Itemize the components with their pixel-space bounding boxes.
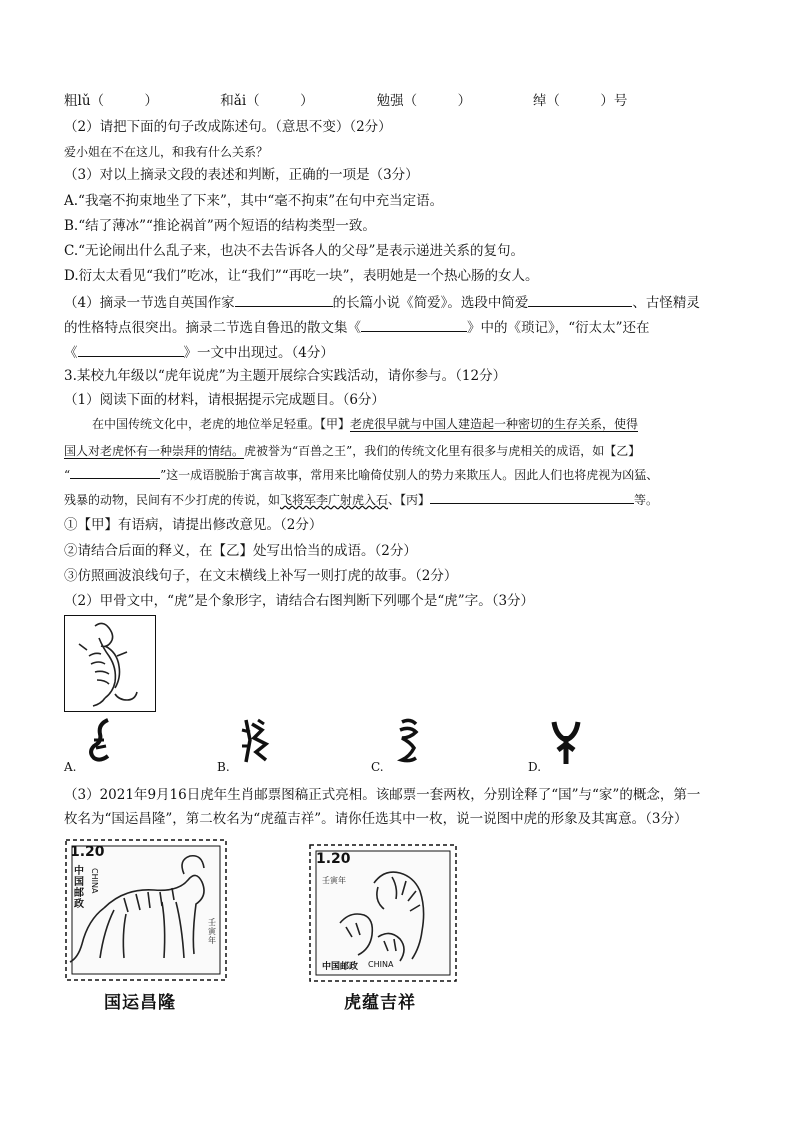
answer-blank[interactable] xyxy=(430,489,634,504)
passage-underlined: 国人对老虎怀有一种崇拜的情结。 xyxy=(64,444,245,458)
passage-text: 虎被誉为“百兽之王”，我们的传统文化里有很多与虎相关的成语，如【乙】 xyxy=(244,444,641,458)
tiger-drawing xyxy=(65,616,155,711)
answer-blank[interactable] xyxy=(70,464,160,479)
oracle-glyph-d[interactable] xyxy=(548,716,584,768)
stamp-huyun xyxy=(308,843,458,983)
q4-text: 《 xyxy=(64,345,78,361)
q3-title: （3）对以上摘录文段的表述和判断，正确的一项是（3分） xyxy=(64,167,419,183)
option-c-label: C. xyxy=(371,760,384,774)
sub-item-2: ②请结合后面的释义，在【乙】处写出恰当的成语。（2分） xyxy=(64,543,417,559)
stamp-guoyun xyxy=(64,838,228,982)
s3-q3-line2: 枚名为“国运昌隆”，第二枚名为“虎蕴吉祥”。请你任选其中一枚，说一说图中虎的形象及其寓意。（3分） xyxy=(64,811,688,827)
q1-row xyxy=(64,92,627,110)
passage-line4 xyxy=(64,489,658,511)
q2-sentence: 爱小姐在不在这儿，和我有什么关系？ xyxy=(64,145,269,159)
passage-wavy: 飞将军李广射虎入石 xyxy=(280,493,389,507)
passage-text: “ xyxy=(64,468,71,482)
passage-text: 残暴的动物，民间有不少打虎的传说，如 xyxy=(64,493,281,507)
tiger-drawing-box xyxy=(64,615,156,712)
passage-line3 xyxy=(64,464,658,486)
q4-line3 xyxy=(64,342,334,362)
sub-item-1: ①【甲】有语病，请提出修改意见。（2分） xyxy=(64,517,323,533)
stamp-country: CHINA xyxy=(90,868,99,894)
passage-text: 在中国传统文化中，老虎的地位举足轻重。【甲】 xyxy=(92,417,351,431)
option-a-label: A. xyxy=(64,760,77,774)
q1-item: 粗lǔ（ ） xyxy=(64,93,159,109)
oracle-glyph-a[interactable] xyxy=(86,716,118,766)
q1-item: 和ǎi（ ） xyxy=(220,93,314,109)
q4-text: 的长篇小说《简爱》。选段中简爱 xyxy=(332,295,529,311)
oracle-glyph-b[interactable] xyxy=(238,716,272,766)
answer-blank[interactable] xyxy=(235,292,333,307)
stamp-postal-text: 中国邮政 xyxy=(74,866,84,910)
passage-text: 、【丙】 xyxy=(388,493,431,507)
passage-line1 xyxy=(92,413,638,435)
passage-underlined: 老虎很早就与中国人建造起一种密切的生存关系，使得 xyxy=(350,417,639,431)
q4-text: （4）摘录一节选自英国作家 xyxy=(64,295,235,311)
q4-line2 xyxy=(64,317,650,337)
passage-text: ”这一成语脱胎于寓言故事，常用来比喻倚仗别人的势力来欺压人。因此人们也将虎视为凶猛、 xyxy=(160,468,659,482)
sub-item-3: ③仿照画波浪线句子，在文末横线上补写一则打虎的故事。（2分） xyxy=(64,568,458,584)
section3-title: 3.某校九年级以“虎年说虎”为主题开展综合实践活动，请你参与。（12分） xyxy=(64,368,507,384)
oracle-glyph-c[interactable] xyxy=(394,716,424,766)
passage-text: 等。 xyxy=(634,493,659,507)
answer-blank[interactable] xyxy=(78,342,184,357)
option-b-label: B. xyxy=(217,760,230,774)
stamp-postal-text: 中国邮政 xyxy=(322,962,359,972)
answer-blank[interactable] xyxy=(361,317,467,332)
q4-line1 xyxy=(64,292,700,312)
stamp-caption-2: 虎蕴吉祥 xyxy=(344,993,416,1013)
stamp-price: 1.20 xyxy=(70,844,105,860)
passage-line2 xyxy=(64,440,640,462)
answer-blank[interactable] xyxy=(528,292,632,307)
q4-text: 》中的《琐记》，“衍太太”还在 xyxy=(467,320,650,336)
s3-q2-title: （2）甲骨文中，“虎”是个象形字，请结合右图判断下列哪个是“虎”字。（3分） xyxy=(64,593,535,609)
q3-option-b: B.“结了薄冰”“推论祸首”两个短语的结构类型一致。 xyxy=(64,218,376,234)
option-d-label: D. xyxy=(528,760,542,774)
s3-q3-line1: （3）2021年9月16日虎年生肖邮票图稿正式亮相。该邮票一套两枚，分别诠释了“国”与“家”的概念，第一 xyxy=(64,787,701,803)
q1-item: 绰（ ）号 xyxy=(532,93,628,109)
q3-option-c: C.“无论闹出什么乱子来，也决不去告诉各人的父母”是表示递进关系的复句。 xyxy=(64,243,524,259)
q3-option-d: D.衍太太看见“我们”吃冰，让“我们”“再吃一块”，表明她是一个热心肠的女人。 xyxy=(64,268,539,284)
q2-title: （2）请把下面的句子改成陈述句。（意思不变）（2分） xyxy=(64,119,392,135)
q4-text: 的性格特点很突出。摘录二节选自鲁迅的散文集《 xyxy=(64,320,361,336)
stamp-year: 壬寅年 xyxy=(322,876,346,885)
q4-text: 》一文中出现过。（4分） xyxy=(183,345,334,361)
q3-option-a: A.“我毫不拘束地坐了下来”，其中“毫不拘束”在句中充当定语。 xyxy=(64,193,444,209)
q1-item: 勉强（ ） xyxy=(376,93,472,109)
q4-text: 、古怪精灵 xyxy=(632,295,700,311)
stamp-caption-1: 国运昌隆 xyxy=(104,993,176,1013)
stamp-country: CHINA xyxy=(368,960,394,969)
stamp-price: 1.20 xyxy=(316,851,351,867)
s3-q1-title: （1）阅读下面的材料，请根据提示完成题目。（6分） xyxy=(64,392,385,408)
stamp-year: 壬寅年 xyxy=(208,918,216,945)
